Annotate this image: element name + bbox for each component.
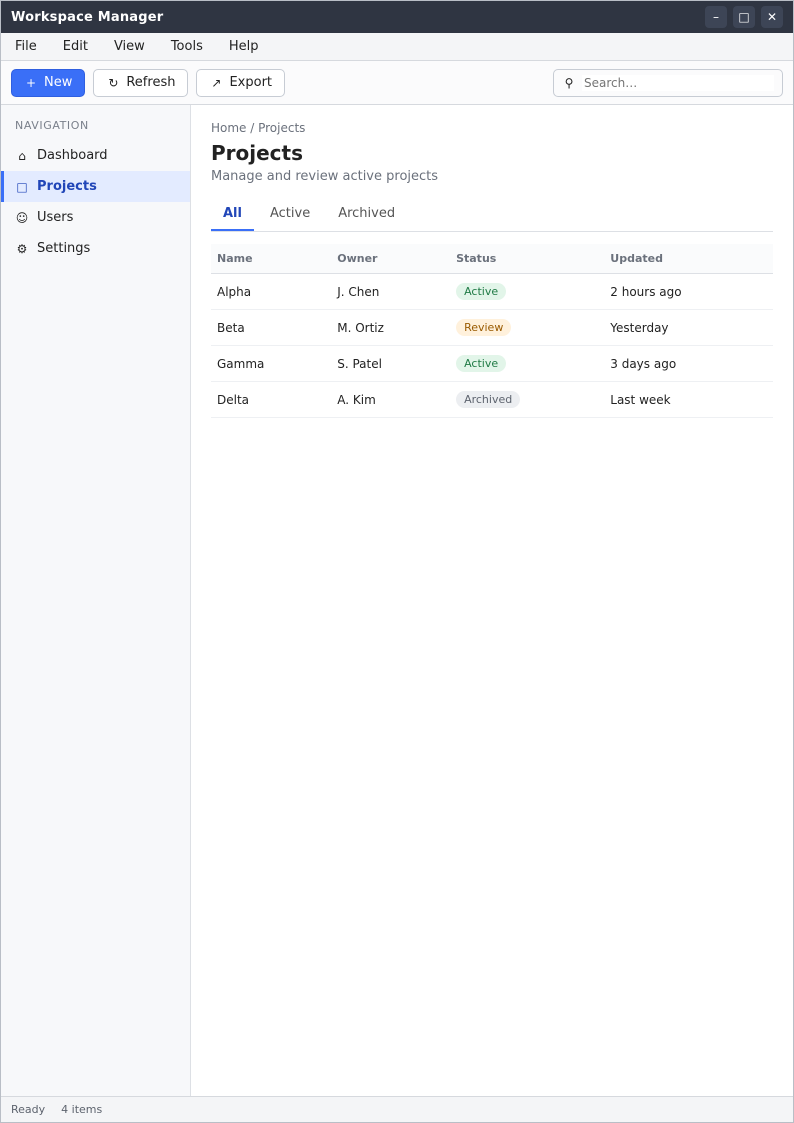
home-icon: ⌂ <box>18 148 26 163</box>
sidebar-heading: NAVIGATION <box>15 119 89 132</box>
cell-updated: Yesterday <box>604 310 773 346</box>
new-button-label: New <box>44 75 73 90</box>
cell-name: Alpha <box>211 274 331 310</box>
sidebar-item-dashboard[interactable] <box>1 140 190 171</box>
status-text: Ready <box>11 1103 46 1116</box>
cell-updated: 3 days ago <box>604 346 773 382</box>
new-button[interactable] <box>11 69 85 97</box>
page-subtitle: Manage and review active projects <box>211 169 439 184</box>
cell-owner: M. Ortiz <box>331 310 450 346</box>
main-panel <box>191 105 793 1096</box>
folder-icon: □ <box>16 179 28 194</box>
breadcrumb[interactable]: Home / Projects <box>211 121 306 135</box>
table-row[interactable] <box>211 310 773 346</box>
tab-all[interactable]: All <box>211 198 254 231</box>
sidebar-item-label: Users <box>37 210 74 225</box>
export-button[interactable] <box>196 69 285 97</box>
menu-bar <box>1 33 793 61</box>
menu-help[interactable]: Help <box>228 39 259 54</box>
cell-name: Gamma <box>211 346 331 382</box>
sidebar-item-label: Settings <box>37 241 91 256</box>
cell-status <box>450 346 604 382</box>
refresh-button-label: Refresh <box>126 75 176 90</box>
sidebar <box>1 105 191 1096</box>
search-icon: ⚲ <box>564 75 574 90</box>
status-bar <box>1 1096 793 1122</box>
item-count: 4 items <box>61 1103 103 1116</box>
status-badge: Archived <box>456 391 520 408</box>
cell-owner: A. Kim <box>331 382 450 418</box>
content-area <box>1 105 793 1096</box>
cell-status <box>450 310 604 346</box>
cell-status <box>450 274 604 310</box>
column-header-owner[interactable]: Owner <box>331 244 450 274</box>
close-icon: ✕ <box>766 10 778 24</box>
minimize-button[interactable] <box>705 6 727 28</box>
menu-view[interactable]: View <box>113 39 145 54</box>
tab-archived[interactable]: Archived <box>338 206 396 221</box>
close-button[interactable] <box>761 6 783 28</box>
refresh-button[interactable] <box>93 69 188 97</box>
menu-edit[interactable]: Edit <box>62 39 88 54</box>
cell-status <box>450 382 604 418</box>
cell-name: Delta <box>211 382 331 418</box>
sidebar-item-users[interactable] <box>1 202 190 233</box>
plus-icon: + <box>25 75 37 90</box>
column-header-status[interactable]: Status <box>450 244 604 274</box>
status-badge: Active <box>456 283 506 300</box>
search-input[interactable] <box>582 75 774 91</box>
projects-table <box>211 244 773 418</box>
user-icon: ☺ <box>15 210 29 225</box>
window-title: Workspace Manager <box>11 9 164 25</box>
cell-name: Beta <box>211 310 331 346</box>
table-row[interactable] <box>211 382 773 418</box>
sidebar-item-label: Dashboard <box>37 148 108 163</box>
export-icon: ↗ <box>211 75 222 90</box>
cell-owner: S. Patel <box>331 346 450 382</box>
tab-bar <box>211 198 773 232</box>
sidebar-item-label: Projects <box>37 179 97 194</box>
search-box[interactable] <box>553 69 783 97</box>
refresh-icon: ↻ <box>108 75 119 90</box>
minimize-icon: – <box>713 10 719 24</box>
page-title: Projects <box>211 141 304 165</box>
title-bar <box>1 1 793 33</box>
gear-icon: ⚙ <box>16 241 28 256</box>
table-row[interactable] <box>211 274 773 310</box>
maximize-button[interactable] <box>733 6 755 28</box>
cell-updated: Last week <box>604 382 773 418</box>
toolbar <box>1 61 793 105</box>
sidebar-item-settings[interactable] <box>1 233 190 264</box>
menu-tools[interactable]: Tools <box>170 39 203 54</box>
cell-updated: 2 hours ago <box>604 274 773 310</box>
sidebar-item-projects[interactable] <box>1 171 190 202</box>
column-header-name[interactable]: Name <box>211 244 331 274</box>
cell-owner: J. Chen <box>331 274 450 310</box>
status-badge: Review <box>456 319 511 336</box>
table-header-row <box>211 244 773 274</box>
tab-active[interactable]: Active <box>269 206 311 221</box>
table-row[interactable] <box>211 346 773 382</box>
menu-file[interactable]: File <box>15 39 37 54</box>
column-header-updated[interactable]: Updated <box>604 244 773 274</box>
maximize-icon: □ <box>738 10 750 24</box>
status-badge: Active <box>456 355 506 372</box>
export-button-label: Export <box>229 75 273 90</box>
